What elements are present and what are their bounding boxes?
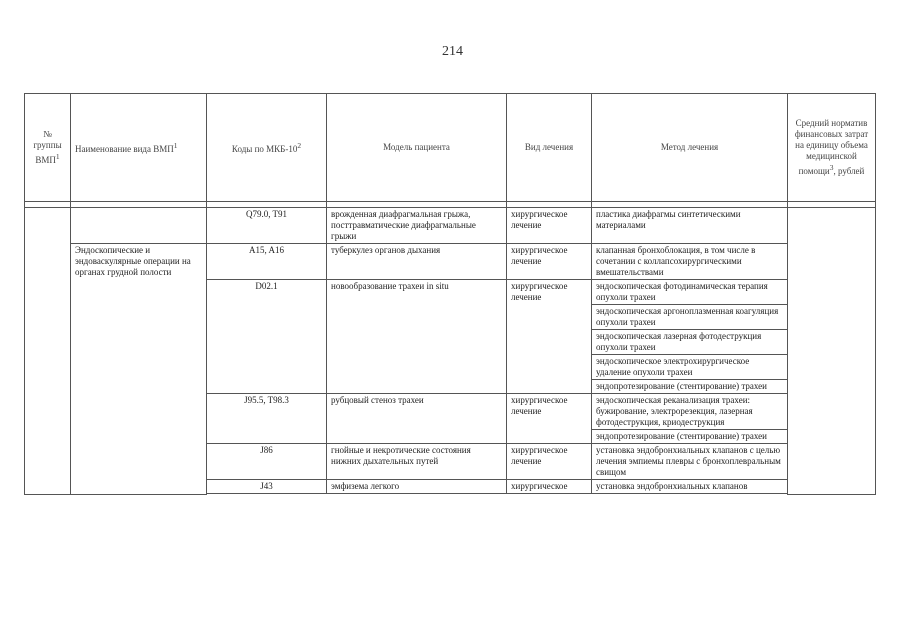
method-cell: эндопротезирование (стентирование) трахеи: [592, 380, 788, 394]
method-cell: пластика диафрагмы синтетическими материалами: [592, 208, 788, 244]
codes-cell: Q79.0, T91: [207, 208, 327, 244]
vmp-table: [24, 93, 876, 495]
codes-cell: D02.1: [207, 280, 327, 394]
name-cell-empty: [71, 208, 207, 244]
header-treatment-type: Вид лечения: [507, 94, 592, 202]
header-name: Наименование вида ВМП$^1$: [71, 94, 207, 202]
method-cell: эндоскопическая реканализация трахеи: бужирование, электрорезекция, лазерная фотодеструкция, криодеструкция: [592, 394, 788, 430]
group-no-cell: [25, 208, 71, 495]
type-cell: хирургическое лечение: [507, 280, 592, 394]
type-cell: хирургическое лечение: [507, 208, 592, 244]
method-cell: эндоскопическая фотодинамическая терапия опухоли трахеи: [592, 280, 788, 305]
header-group-no: № группы ВМП$^1$: [25, 94, 71, 202]
table-row: [25, 208, 876, 244]
model-cell: новообразование трахеи in situ: [327, 280, 507, 394]
model-cell: гнойные и некротические состояния нижних дыхательных путей: [327, 444, 507, 480]
table-row: [25, 244, 876, 280]
codes-cell: J95.5, T98.3: [207, 394, 327, 444]
method-cell: установка эндобронхиальных клапанов: [592, 480, 788, 494]
header-row: [25, 94, 876, 202]
codes-cell: A15, A16: [207, 244, 327, 280]
method-cell: клапанная бронхоблокация, в том числе в сочетании с коллапсохирургическими вмешательствами: [592, 244, 788, 280]
model-cell: эмфизема легкого: [327, 480, 507, 494]
method-cell: эндоскопическое электрохирургическое удаление опухоли трахеи: [592, 355, 788, 380]
header-codes: Коды по МКБ-$10^2$: [207, 94, 327, 202]
model-cell: рубцовый стеноз трахеи: [327, 394, 507, 444]
method-cell: эндопротезирование (стентирование) трахеи: [592, 430, 788, 444]
type-cell: хирургическое: [507, 480, 592, 494]
type-cell: хирургическое лечение: [507, 394, 592, 444]
method-cell: установка эндобронхиальных клапанов с целью лечения эмпиемы плевры с бронхоплевральным свищом: [592, 444, 788, 480]
codes-cell: J86: [207, 444, 327, 480]
method-cell: эндоскопическая лазерная фотодеструкция опухоли трахеи: [592, 330, 788, 355]
header-norm: Средний норматив финансовых затрат на единицу объема медицинской помощи$^3$, рублей: [788, 94, 876, 202]
group-name-cell: Эндоскопические и эндоваскулярные операции на органах грудной полости: [71, 244, 207, 495]
model-cell: врожденная диафрагмальная грыжа, посттравматические диафрагмальные грыжи: [327, 208, 507, 244]
method-cell: эндоскопическая аргоноплазменная коагуляция опухоли трахеи: [592, 305, 788, 330]
norm-cell: [788, 208, 876, 495]
header-treatment-method: Метод лечения: [592, 94, 788, 202]
page-number: 214: [442, 44, 463, 59]
header-patient-model: Модель пациента: [327, 94, 507, 202]
model-cell: туберкулез органов дыхания: [327, 244, 507, 280]
type-cell: хирургическое лечение: [507, 444, 592, 480]
codes-cell: J43: [207, 480, 327, 494]
type-cell: хирургическое лечение: [507, 244, 592, 280]
